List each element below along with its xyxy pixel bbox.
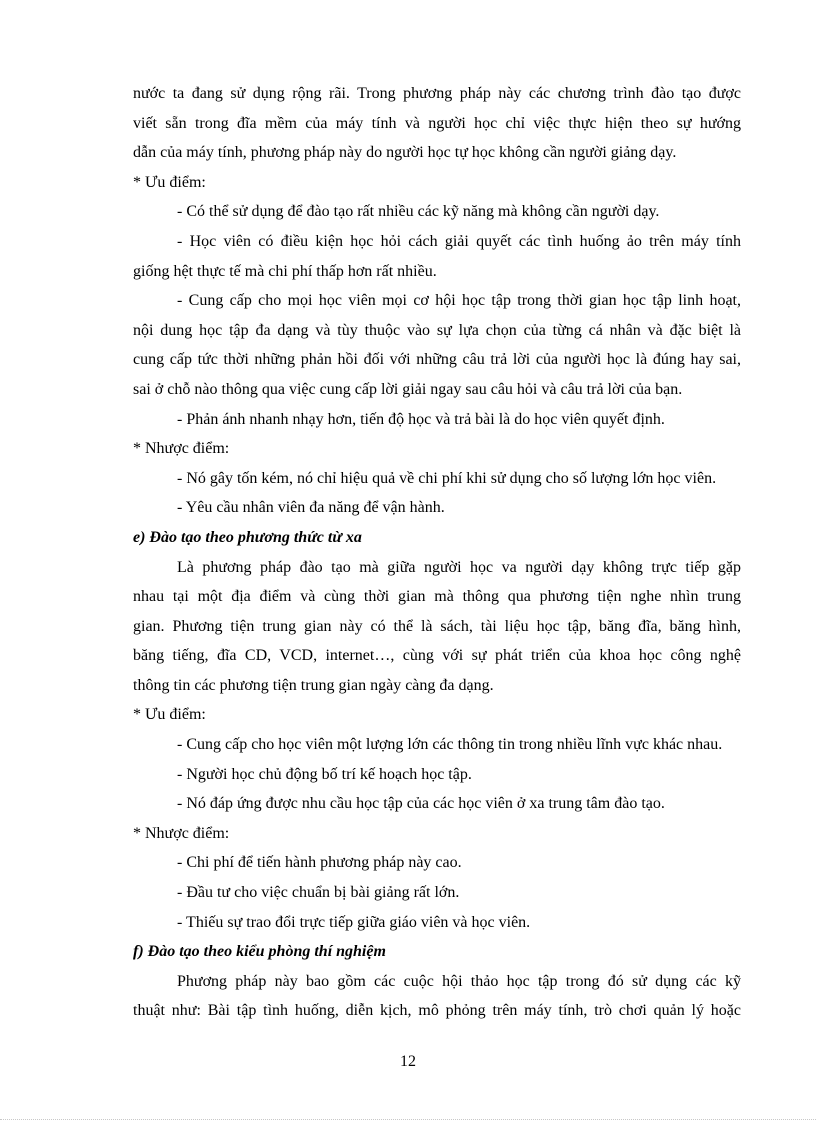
page-number: 12 <box>400 1053 416 1070</box>
list-item: - Người học chủ động bố trí kế hoạch học tập. <box>177 765 472 783</box>
paragraph-line: thuật như: Bài tập tình huống, diễn kịch, mô phỏng trên máy tính, trò chơi quản lý hoặc <box>133 1002 741 1020</box>
list-item: - Nó gây tốn kém, nó chỉ hiệu quả về chi phí khi sử dụng cho số lượng lớn học viên. <box>177 469 717 487</box>
paragraph-line: gian. Phương tiện trung gian này có thể là sách, tài liệu học tập, băng đĩa, băng hình, <box>133 617 741 635</box>
disadvantages-label: * Nhược điểm: <box>133 824 230 842</box>
paragraph-line: nước ta đang sử dụng rộng rãi. Trong phương pháp này các chương trình đào tạo được <box>133 85 741 102</box>
disadvantages-label: * Nhược điểm: <box>133 440 230 458</box>
list-item: - Có thể sử dụng để đào tạo rất nhiều các kỹ năng mà không cần người dạy. <box>177 203 660 221</box>
list-item: - Chi phí để tiến hành phương pháp này cao. <box>177 854 462 872</box>
advantages-label: * Ưu điểm: <box>133 706 206 724</box>
list-item: - Phản ánh nhanh nhạy hơn, tiến độ học và trả bài là do học viên quyết định. <box>177 410 665 428</box>
paragraph-line: dẫn của máy tính, phương pháp này do người học tự học không cần người giảng dạy. <box>133 144 677 162</box>
list-item: - Cung cấp cho mọi học viên mọi cơ hội học tập trong thời gian học tập linh hoạt, <box>177 292 741 310</box>
paragraph-line: thông tin các phương tiện trung gian ngày càng đa dạng. <box>133 676 494 694</box>
list-item: - Nó đáp ứng được nhu cầu học tập của các học viên ở xa trung tâm đào tạo. <box>177 795 665 813</box>
list-item: - Yêu cầu nhân viên đa năng để vận hành. <box>177 499 445 517</box>
paragraph-line: viết sẵn trong đĩa mềm của máy tính và người học chỉ việc thực hiện theo sự hướng <box>133 114 741 132</box>
paragraph-line: cung cấp tức thời những phản hồi đối với những câu trả lời của người học là đúng hay sai, <box>133 351 741 369</box>
section-heading-f: f) Đào tạo theo kiểu phòng thí nghiệm <box>133 943 386 961</box>
page-body <box>133 79 741 1026</box>
paragraph-line: băng tiếng, đĩa CD, VCD, internet…, cùng với sự phát triển của khoa học công nghệ <box>133 647 741 665</box>
list-item: - Cung cấp cho học viên một lượng lớn các thông tin trong nhiều lĩnh vực khác nhau. <box>177 736 723 754</box>
paragraph-line: Là phương pháp đào tạo mà giữa người học va người dạy không trực tiếp gặp <box>177 558 741 576</box>
paragraph-line: sai ở chỗ nào thông qua việc cung cấp lời giải ngay sau câu hỏi và câu trả lời của bạn. <box>133 380 683 398</box>
list-item: - Thiếu sự trao đổi trực tiếp giữa giáo viên và học viên. <box>177 913 531 931</box>
paragraph-line: Phương pháp này bao gồm các cuộc hội thảo học tập trong đó sử dụng các kỹ <box>177 972 741 990</box>
list-item: - Học viên có điều kiện học hỏi cách giải quyết các tình huống ảo trên máy tính <box>177 232 741 250</box>
page-bottom-divider <box>0 1119 816 1120</box>
advantages-label: * Ưu điểm: <box>133 173 206 191</box>
paragraph-line: nội dung học tập đa dạng và tùy thuộc vào sự lựa chọn của từng cá nhân và đặc biệt là <box>133 321 741 339</box>
section-heading-e: e) Đào tạo theo phương thức từ xa <box>133 528 362 546</box>
list-item: - Đầu tư cho việc chuẩn bị bài giảng rất lớn. <box>177 884 460 902</box>
paragraph-line: giống hệt thực tế mà chi phí thấp hơn rất nhiều. <box>133 262 437 280</box>
paragraph-line: nhau tại một địa điểm và cùng thời gian mà thông qua phương tiện nghe nhìn trung <box>133 588 741 606</box>
